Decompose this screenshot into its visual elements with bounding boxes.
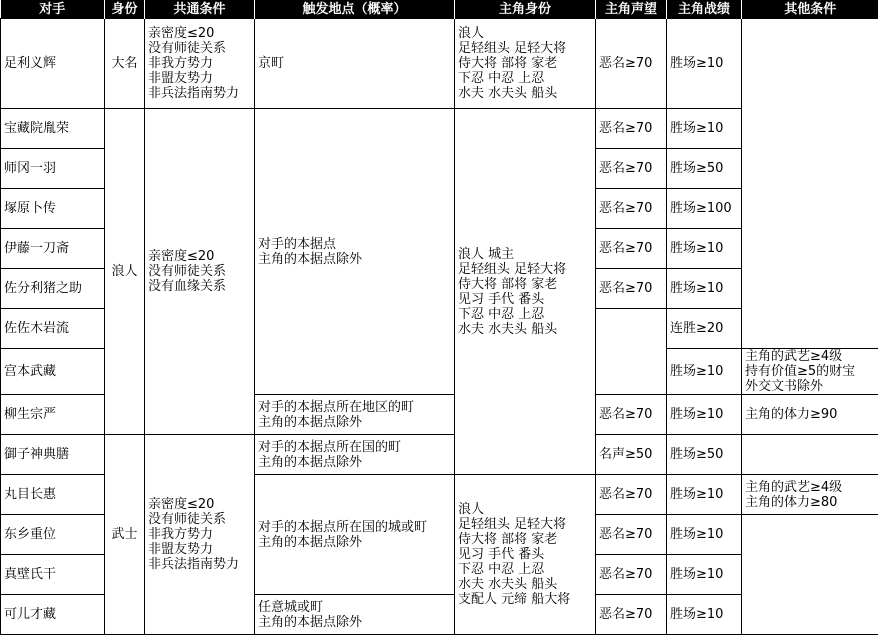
cell-line: 主角的武艺≥4级 <box>745 349 843 364</box>
cell-line: 见习 手代 番头 <box>458 291 545 307</box>
reputation: 恶名≥70 <box>596 19 667 109</box>
cell-line: 任意城或町 <box>258 599 324 615</box>
cell-line: 非兵法指南势力 <box>148 86 240 101</box>
reputation: 恶名≥70 <box>596 189 667 229</box>
record: 连胜≥20 <box>667 309 742 349</box>
other-conditions <box>742 349 878 395</box>
other-conditions-empty <box>742 435 878 475</box>
header-row <box>1 0 878 19</box>
table-row <box>1 19 878 109</box>
cell-line: 主角的体力≥90 <box>745 407 838 422</box>
opponent-name: 宫本武藏 <box>1 349 105 395</box>
reputation: 恶名≥70 <box>596 555 667 595</box>
protagonist-role <box>455 19 596 109</box>
header-opponent: 对手 <box>1 0 105 19</box>
reputation: 恶名≥70 <box>596 269 667 309</box>
cell-line: 没有师徒关系 <box>148 264 227 279</box>
cell-line: 主角的本据点除外 <box>258 454 363 470</box>
header-other-conditions: 其他条件 <box>742 0 878 19</box>
header-protagonist-role: 主角身份 <box>455 0 596 19</box>
protagonist-role <box>455 109 596 475</box>
cell-line: 浪人 <box>458 26 485 41</box>
opponent-name: 御子神典膳 <box>1 435 105 475</box>
cell-line: 主角的本据点除外 <box>258 534 363 550</box>
header-status: 身份 <box>105 0 145 19</box>
cell-line: 对手的本据点所在地区的町 <box>258 399 415 415</box>
cell-line: 水夫 水夫头 船头 <box>458 86 558 101</box>
trigger-location <box>255 19 455 109</box>
opponent-name: 伊藤一刀斋 <box>1 229 105 269</box>
cell-line: 非我方势力 <box>148 56 214 71</box>
other-conditions <box>742 395 878 435</box>
common-conditions <box>145 109 255 435</box>
record: 胜场≥50 <box>667 435 742 475</box>
opponent-name: 佐分利猪之助 <box>1 269 105 309</box>
cell-line: 对手的本据点所在国的町 <box>258 439 402 455</box>
cell-line: 没有师徒关系 <box>148 512 227 527</box>
trigger-location <box>255 109 455 395</box>
opponent-name: 宝藏院胤荣 <box>1 109 105 149</box>
record: 胜场≥100 <box>667 189 742 229</box>
cell-line: 见习 手代 番头 <box>458 547 545 562</box>
record: 胜场≥10 <box>667 19 742 109</box>
trigger-location <box>255 595 455 635</box>
cell-line: 下忍 中忍 上忍 <box>458 71 545 86</box>
cell-line: 非盟友势力 <box>148 71 214 86</box>
opponent-name: 丸目长惠 <box>1 475 105 515</box>
record: 胜场≥10 <box>667 475 742 515</box>
opponent-name: 东乡重位 <box>1 515 105 555</box>
cell-line: 侍大将 部将 家老 <box>458 276 558 292</box>
cell-line: 非兵法指南势力 <box>148 557 240 572</box>
cell-line: 京町 <box>258 56 285 71</box>
reputation: 恶名≥70 <box>596 475 667 515</box>
record: 胜场≥10 <box>667 595 742 635</box>
opponent-name: 塚原卜传 <box>1 189 105 229</box>
cell-line: 主角的本据点除外 <box>258 251 363 267</box>
cell-line: 没有血缘关系 <box>148 279 227 294</box>
opponent-name: 真壁氏干 <box>1 555 105 595</box>
cell-line: 足轻组头 足轻大将 <box>458 261 567 277</box>
record: 胜场≥10 <box>667 109 742 149</box>
record: 胜场≥10 <box>667 555 742 595</box>
opponent-name: 柳生宗严 <box>1 395 105 435</box>
cell-line: 支配人 元缔 船大将 <box>458 592 571 607</box>
cell-line: 下忍 中忍 上忍 <box>458 306 545 322</box>
reputation: 恶名≥70 <box>596 149 667 189</box>
cell-line: 亲密度≤20 <box>148 497 215 512</box>
opponent-status: 武士 <box>105 435 145 635</box>
reputation: 恶名≥70 <box>596 595 667 635</box>
opponent-name: 可儿才藏 <box>1 595 105 635</box>
cell-line: 下忍 中忍 上忍 <box>458 562 545 577</box>
header-protagonist-reputation: 主角声望 <box>596 0 667 19</box>
trigger-location <box>255 435 455 475</box>
cell-line: 足轻组头 足轻大将 <box>458 517 567 532</box>
record: 胜场≥50 <box>667 149 742 189</box>
cell-line: 亲密度≤20 <box>148 26 215 41</box>
reputation: 恶名≥70 <box>596 395 667 435</box>
reputation: 恶名≥70 <box>596 229 667 269</box>
cell-line: 足轻组头 足轻大将 <box>458 41 567 56</box>
opponent-name: 佐佐木岩流 <box>1 309 105 349</box>
reputation: 恶名≥70 <box>596 109 667 149</box>
header-common-conditions: 共通条件 <box>145 0 255 19</box>
cell-line: 浪人 城主 <box>458 246 515 262</box>
other-conditions-empty <box>742 515 878 635</box>
reputation: 名声≥50 <box>596 435 667 475</box>
opponent-status: 大名 <box>105 19 145 109</box>
reputation: 恶名≥70 <box>596 515 667 555</box>
record: 胜场≥10 <box>667 349 742 395</box>
cell-line: 非我方势力 <box>148 527 214 542</box>
cell-line: 侍大将 部将 家老 <box>458 56 558 71</box>
reputation-empty <box>596 309 667 395</box>
cell-line: 外交文书除外 <box>745 379 824 394</box>
cell-line: 主角的本据点除外 <box>258 614 363 630</box>
record: 胜场≥10 <box>667 229 742 269</box>
other-conditions-empty <box>742 19 878 349</box>
header-trigger-location: 触发地点（概率） <box>255 0 455 19</box>
cell-line: 对手的本据点所在国的城或町 <box>258 519 428 535</box>
protagonist-role <box>455 475 596 635</box>
cell-line: 没有师徒关系 <box>148 41 227 56</box>
trigger-location <box>255 475 455 595</box>
common-conditions <box>145 19 255 109</box>
cell-line: 对手的本据点 <box>258 236 337 252</box>
cell-line: 主角的武艺≥4级 <box>745 479 843 495</box>
header-protagonist-record: 主角战绩 <box>667 0 742 19</box>
cell-line: 主角的本据点除外 <box>258 414 363 430</box>
cell-line: 亲密度≤20 <box>148 249 215 264</box>
opponent-name: 足利义辉 <box>1 19 105 109</box>
cell-line: 持有价值≥5的财宝 <box>745 364 856 379</box>
cell-line: 侍大将 部将 家老 <box>458 532 558 547</box>
opponent-name: 师冈一羽 <box>1 149 105 189</box>
common-conditions <box>145 435 255 635</box>
trigger-location <box>255 395 455 435</box>
cell-line: 主角的体力≥80 <box>745 494 838 510</box>
table-row <box>1 435 878 475</box>
other-conditions <box>742 475 878 515</box>
record: 胜场≥10 <box>667 515 742 555</box>
cell-line: 浪人 <box>458 502 485 517</box>
record: 胜场≥10 <box>667 395 742 435</box>
cell-line: 水夫 水夫头 船头 <box>458 577 558 592</box>
record: 胜场≥10 <box>667 269 742 309</box>
opponent-status: 浪人 <box>105 109 145 435</box>
cell-line: 非盟友势力 <box>148 542 214 557</box>
cell-line: 水夫 水夫头 船头 <box>458 321 558 337</box>
